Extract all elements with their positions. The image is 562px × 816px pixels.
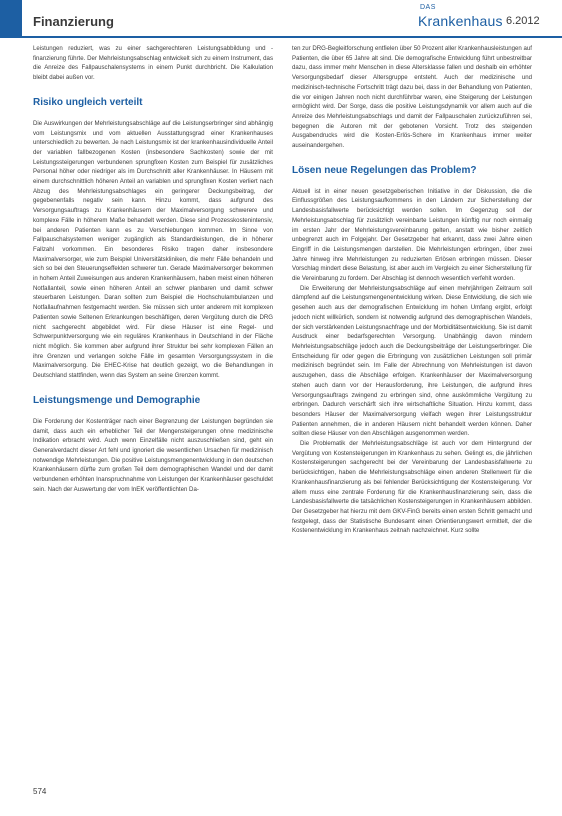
left-intro-paragraph: Leistungen reduziert, was zu einer sachgerechteren Leistungsabbildung und -finanzierung führte. Der Mehrleistungsabschlag entwickelt sich zu einem Instrument, das die Anreize des Fallpauschalensystems in einem Punkt durchbricht. Die Kalkulation bleibt dabei außen vor. xyxy=(33,45,273,82)
issue-number: 6.2012 xyxy=(506,15,540,27)
right-intro-paragraph: ten zur DRG-Begleitforschung entfielen über 50 Prozent aller Krankenhausleistungen auf Patienten, die über 65 Jahre alt sind. Die demografische Entwicklung führt unbestreitbar dazu, dass immer mehr Menschen in diese Altersklasse fallen und deshalb ein erhöhter Versorgungsbedarf dieser Altersgruppe entsteht. Auch der medizinische und medizinisch-technische Fortschritt trägt dazu bei, dass in der Behandlung von Patienten, die vor einigen Jahren noch nicht durchführbar waren, eine Steigerung der Leistungen ermöglicht wird. Der Sorge, dass die positive Leistungsdynamik vor allem auch auf die Anreize des Mehrleistungsabschlags und damit der Fallpauschalen zurückzuführen sei, begegnen die Autoren mit der gebotenen Vorsicht. Trotz des steigenden Ausgabendrucks wird die Kosten-Erlös-Schere im Krankenhaus immer weiter auseinandergehen. xyxy=(292,45,532,150)
regelungen-paragraph-1: Aktuell ist in einer neuen gesetzgeberischen Initiative in der Diskussion, die die Einflussgrößen des Leistungsaufkommens in den Ländern zur Sicherstellung der Landesbasisfallwerte berücksichtigt werden sollen. Im Gegenzug soll der Mehrleistungsabschlag für zusätzlich vereinbarte Leistungen künftig nur noch einmalig im ersten Jahr der Mehrleistungsvereinbarung gelten, anstatt wie bisher zeitlich unbegrenzt auch im Folgejahr. Der Gesetzgeber hat erkannt, dass zwei Jahre einen Eingriff in die Leistungsmengen darstellen. Die Mehrleistungen erbringen, über zwei Jahre hinweg ihre Mehrleistungen zu reduzierten Erlösen erbringen müssen. Dieser Vorschlag mindert diese Belastung, ist aber auch im Vergleich zu einer Sicherstellung für die Vereinbarung zu fordern. Der Abschlag ist dennoch wesentlich verfehlt worden. xyxy=(292,187,532,283)
logo-main-text: Krankenhaus xyxy=(418,13,503,29)
header-color-bar xyxy=(0,0,22,36)
regelungen-paragraph-2: Die Erweiterung der Mehrleistungsabschläge auf einen mehrjährigen Zeitraum soll dämpfend auf die Leistungsmengenentwicklung wirken. Diese Entwicklung, die sich wie gesehen auch aus der demografischen Entwicklung im hohen Umfang ergibt, erfolgt jedoch nicht willkürlich, sondern ist notwendig aufgrund des demographischen Wandels, der sich verstärkenden Leistungsnachfrage und der Morbiditätsentwicklung. Sie ist damit Ausdruck einer bedarfsgerechten Versorgung. Unabhängig davon mindern Mehrleistungsabschläge jedoch auch die Deckungsbeiträge der Leistungserbringer. Die Entscheidung für oder gegen die Erbringung von zusätzlichen Leistungen soll primär medizinisch begründet sein. Im Falle der Abrechnung von Mehrleistungen ist davon auszugehen, dass die Abschläge erfolgen. Krankenhäuser der Maximalversorgung stehen auch dann vor der Herausforderung, ihre Leistungen, die aufgrund ihres Versorgungsauftrags zwingend zu erbringen sind, ohne auskömmliche Vergütung zu erbringen. Dadurch verschärft sich ihre wirtschaftliche Situation. Hinzu kommt, dass besonders Häuser der Maximalversorgung vielfach wegen ihrer Leistungsstruktur Patienten annehmen, die in anderen Häusern nicht behandelt werden können. Daher sollten diese Häuser von den Abschlägen ausgenommen werden. xyxy=(292,284,532,438)
heading-risiko: Risiko ungleich verteilt xyxy=(33,96,143,108)
page-number: 574 xyxy=(33,787,47,796)
regelungen-paragraph-3: Die Problematik der Mehrleistungsabschläge ist auch vor dem Hintergrund der Vergütung von Kostensteigerungen im Krankenhaus zu sehen. Gelingt es, die jährlichen Kostensteigerungen sachgerecht bei der Vereinbarung der Landesbasisfallwerte zu berücksichtigen, haben die Mehrleistungsabschläge einen anderen Stellenwert für die Krankenhausfinanzierung als bei fehlender Berücksichtigung der Kostensteigerung. Vor allem muss eine zentrale Forderung für die Krankenhausfinanzierung sein, dass die Landesbasisfallwerte die tatsächlichen Kostensteigerungen in Krankenhäusern abbilden. Der Gesetzgeber hat hierzu mit dem GKV-FinG bereits einen ersten Schritt gemacht und festgelegt, dass der Statistische Bundesamt einen Orientierungswert ermittelt, der die Kostenentwicklung im Krankenhaus zeitnah nachzeichnet. Kurz sollte xyxy=(292,440,532,535)
left-column xyxy=(33,44,273,799)
risiko-paragraph: Die Auswirkungen der Mehrleistungsabschläge auf die Leistungserbringer sind abhängig vom Leistungsmix und vom aktuellen Ausstattungsgrad einer Krankenhauses unterschiedlich zu bewerten. Je nach Leistungsmix ist der krankenhausindividuelle Anteil der variablen fallbezogenen Kosten (insbesondere Sachkosten) sowie der mit Leistungssteigerungen verbundenen sprungfixen Kosten zum Beispiel für zusätzliches Personal höher oder niedriger als im Durchschnitt aller Krankenhäuser. In Häusern mit einem durchschnittlich höheren Anteil an variablen und sprungfixen Kosten verliert nach Abzug des Mehrleistungsabschlages ein geringerer Deckungsbeitrag, der gegebenenfalls negativ sein kann. Hinzu kommt, dass aufgrund des Versorgungsauftrags zu Krankenhäusern der Maximalversorgung schwerere und komplexe Fälle in höherem Maße behandelt werden. Diese sind Prozesskostenintensiv, bei anderen Patienten kann es zu Verschiebungen kommen. Im Sinne von Fallpauschalsystemen weniger zugänglich als Standardleistungen, die in höherer Fallzahl vorkommen. Ein besonderes Risiko tragen daher insbesondere Maximalversorger, wie zum Beispiel Universitätskliniken, die mehr Fälle behandeln und sich so bei den Steuerungseffekten schwerer tun. Gerade Maximalversorger bekommen in hohem Anteil Zuweisungen aus anderen Krankenhäusern, haben meist einen höheren Notfallanteil, sowie einen höheren Anteil an schwer planbaren und damit schwer steuerbaren Leistungen. Daran sollten zum Beispiel die Hochschulambulanzen und Notfallaufnahmen festgemacht werden. Sie müssen sich unter anderem mit komplexen Patienten sowie Seltenen Erkrankungen beschäftigen, deren Vergütung durch die DRG nicht sachgerecht abgebildet wird. Für diese Häuser ist eine Regel- und Schwerpunktversorgung wie ein reguläres Krankenhaus in Deutschland in der Fläche nicht möglich. Sie kommen aber aufgrund ihrer Struktur bei sehr komplexen Fällen an ihre Grenzen und verlangen solche Fälle im gesamten Versorgungssystem in die Maximalversorgung. Die EHEC-Krise hat deutlich gezeigt, wo die Behandlungen in Deutschland stattfinden, wenn das System an seine Grenzen kommt. xyxy=(33,119,273,380)
journal-logo xyxy=(418,4,502,32)
heading-leistungsmenge: Leistungsmenge und Demographie xyxy=(33,394,201,406)
right-column xyxy=(292,44,532,799)
logo-top-text: DAS xyxy=(420,4,436,11)
leistungsmenge-paragraph: Die Forderung der Kostenträger nach einer Begrenzung der Leistungen begründen sie damit, dass auch ein erheblicher Teil der Mengensteigerungen ohne medizinische Indikation erbracht wird. Auch wenn Einzelfälle nicht auszuschließen sind, geht ein Generalverdacht dieser Art fehl und ignoriert die wesentlichen Ursachen für medizinisch notwendige Mehrleistungen. Die positive Leistungsmengenentwicklung in den deutschen Krankenhäusern dürfte zum großen Teil dem demographischen Wandel und der damit verbundenen erhöhten Inanspruchnahme von Leistungen der Krankenhäuser geschuldet sein. Nach der Auswertung der vom InEK veröffentlichten Da- xyxy=(33,417,273,493)
section-title: Finanzierung xyxy=(33,14,114,29)
page-header xyxy=(0,0,562,38)
heading-neue-regelungen: Lösen neue Regelungen das Problem? xyxy=(292,164,477,176)
